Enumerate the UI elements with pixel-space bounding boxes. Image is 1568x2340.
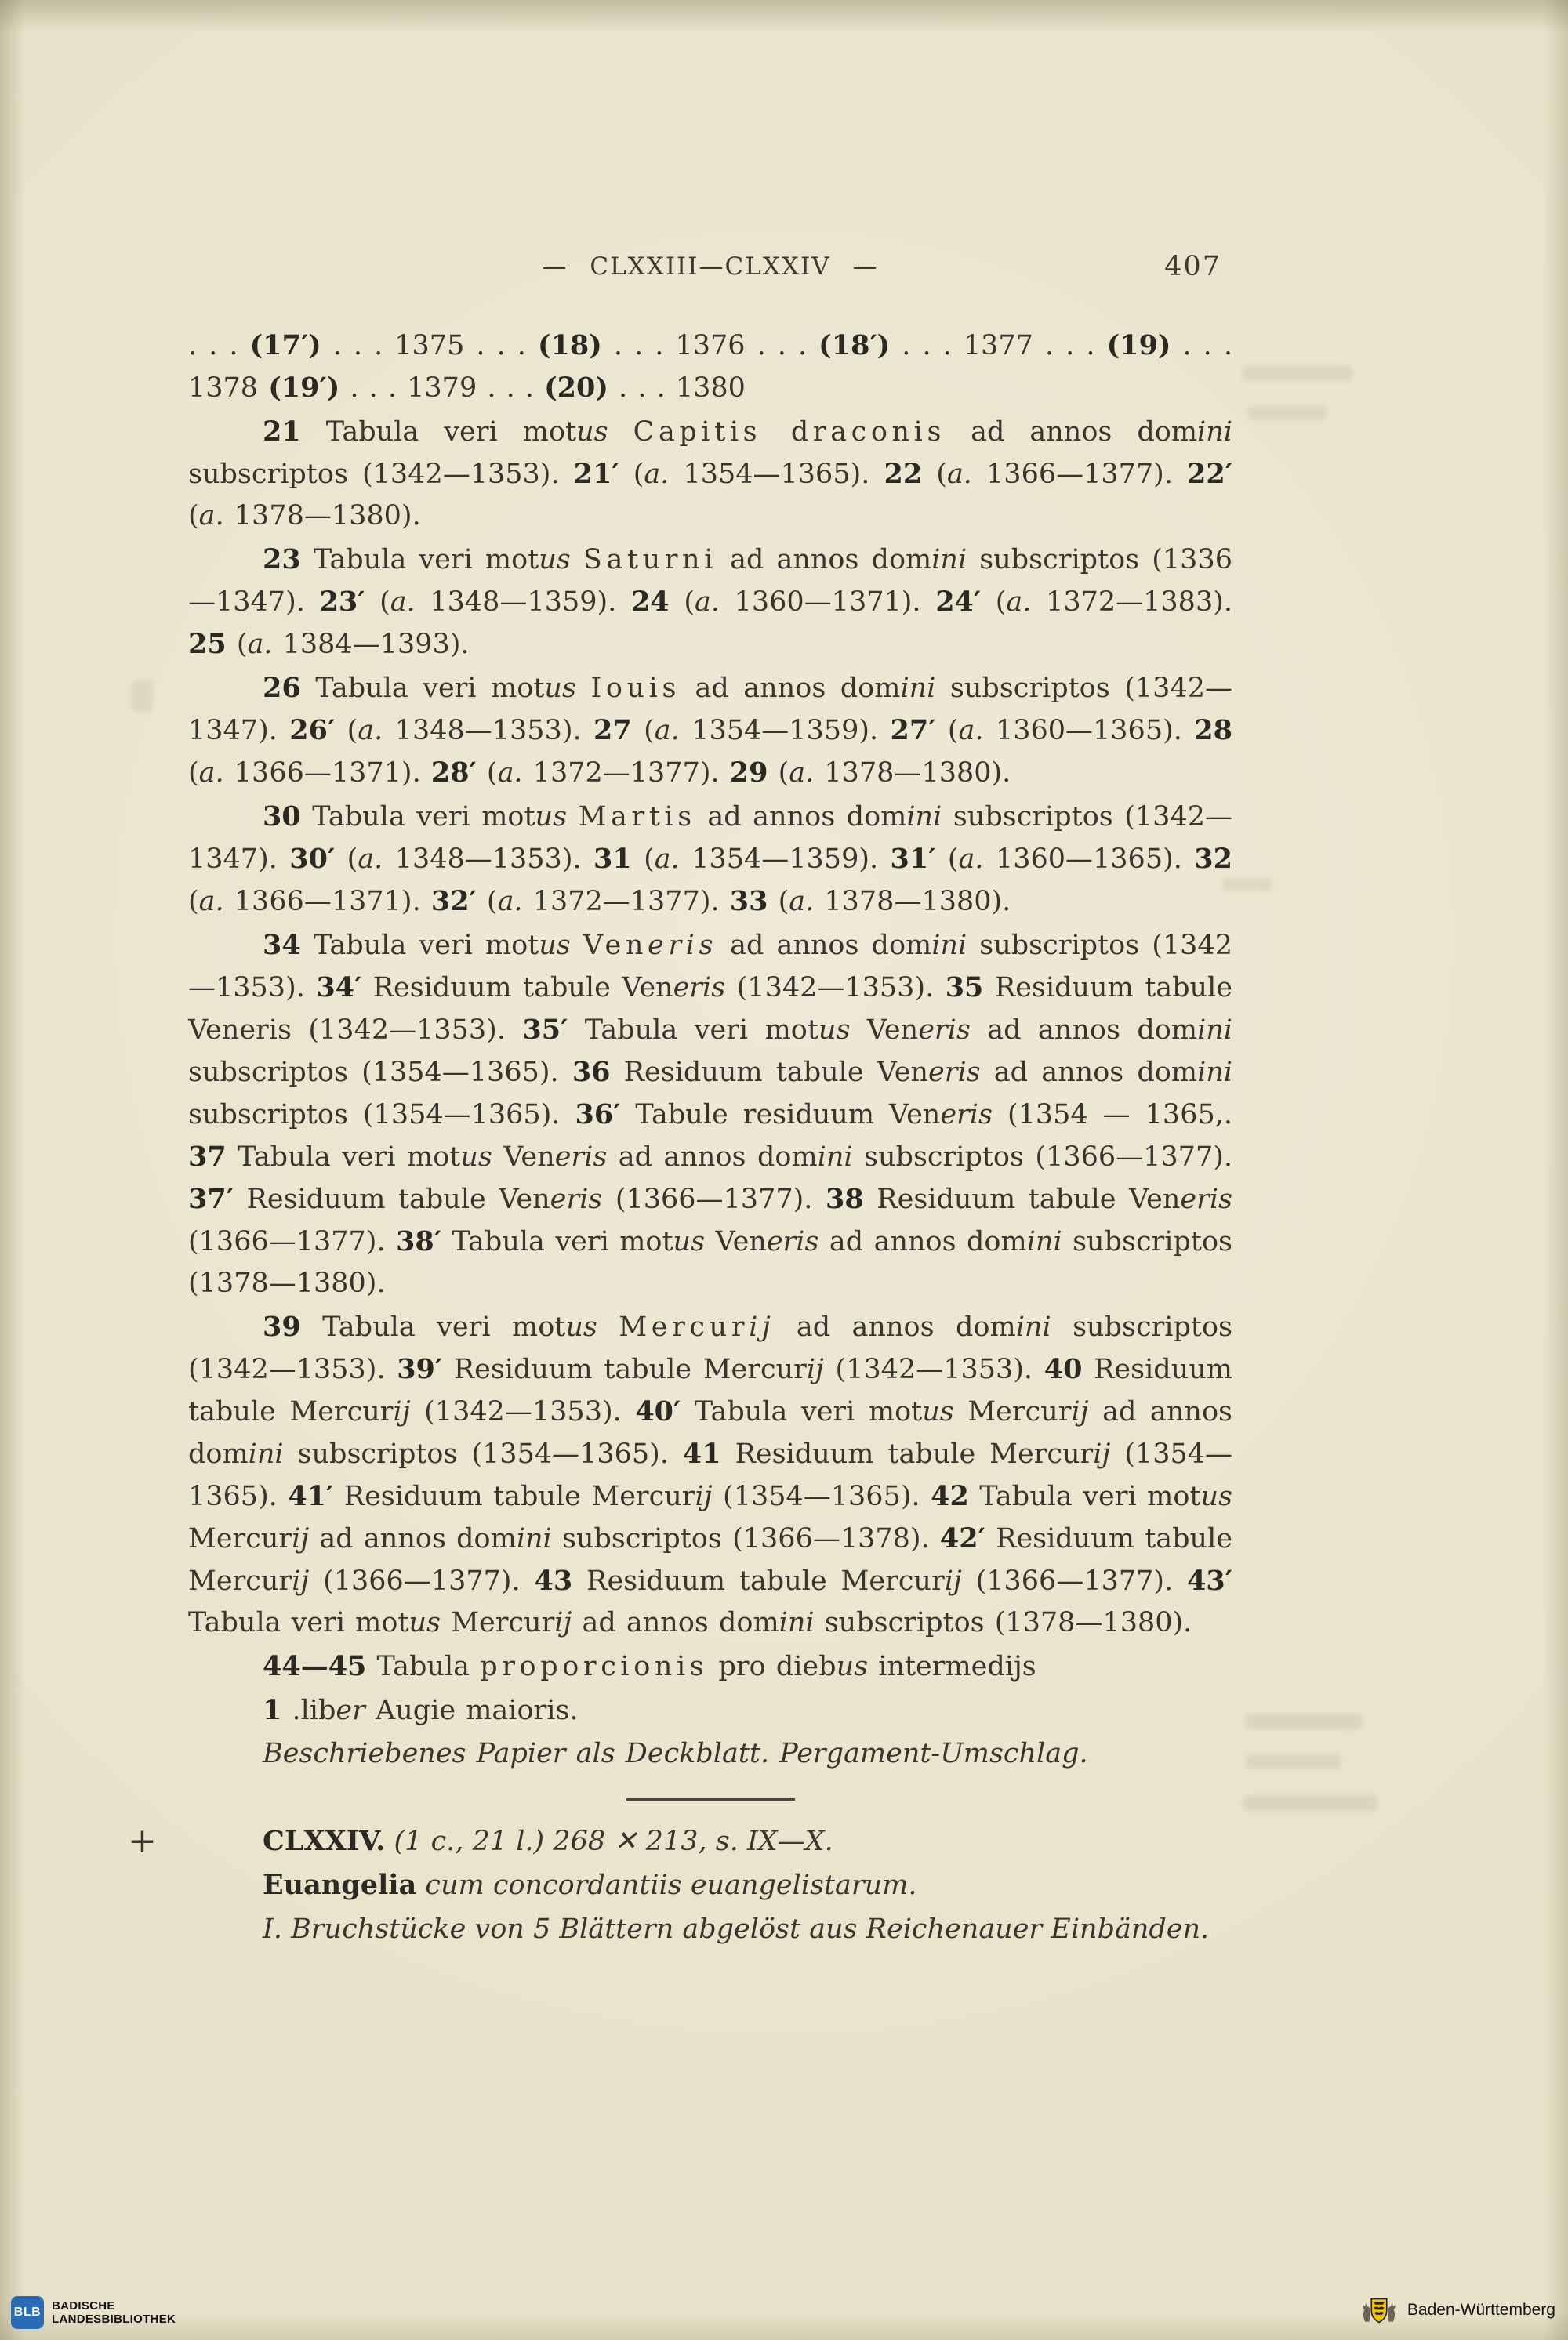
entry-23-tabula-saturni: 23 Tabula veri motus Saturni ad annos domini subscriptos (1336—1347). 23′ (a. 1348—1359). 24 (a. 1360—1371). 24′ (a. 1372—1383). 25 (a. 1384—1393). bbox=[188, 543, 1232, 660]
index-continuation-lines: . . . (17′) . . . 1375 . . . (18) . . . 1376 . . . (18′) . . . 1377 . . . (19) . . . 1378 (19′) . . . 1379 . . . (20) . . . 1380 bbox=[188, 329, 1232, 404]
library-name bbox=[52, 2299, 176, 2326]
library-branding bbox=[11, 2296, 176, 2329]
library-name-line1: BADISCHE bbox=[52, 2299, 115, 2313]
baden-wuerttemberg-coat-of-arms-icon bbox=[1359, 2295, 1399, 2326]
bleed-through-mark bbox=[1243, 1795, 1377, 1811]
entry-clxxiv bbox=[128, 1819, 1232, 1951]
section-divider bbox=[626, 1798, 795, 1801]
bleed-through-mark bbox=[1247, 1754, 1341, 1769]
state-label: Baden-Württemberg bbox=[1406, 2301, 1555, 2319]
entry-21-tabula-capitis-draconis: 21 Tabula veri motus Capitis draconis ad annos domini subscriptos (1342—1353). 21′ (a. 1354—1365). 22 (a. 1366—1377). 22′ (a. 1378—1380). bbox=[188, 415, 1232, 531]
entry-clxxiv-description: I. Bruchstücke von 5 Blättern abgelöst aus Reichenauer Einbänden. bbox=[263, 1914, 1210, 1945]
margin-plus-mark: + bbox=[128, 1821, 157, 1861]
library-name-line2: LANDESBIBLIOTHEK bbox=[52, 2313, 176, 2326]
bleed-through-mark bbox=[1245, 1714, 1363, 1729]
entry-26-tabula-iouis: 26 Tabula veri motus Iouis ad annos domini subscriptos (1342—1347). 26′ (a. 1348—1353). 27 (a. 1354—1359). 27′ (a. 1360—1365). 28 (a. 1366—1371). 28′ (a. 1372—1377). 29 (a. 1378—1380). bbox=[188, 672, 1233, 789]
bleed-through-mark bbox=[1243, 365, 1352, 381]
page-number: 407 bbox=[1164, 251, 1221, 282]
state-branding bbox=[1359, 2295, 1555, 2326]
entry-30-tabula-martis: 30 Tabula veri motus Martis ad annos domini subscriptos (1342—1347). 30′ (a. 1348—1353). 31 (a. 1354—1359). 31′ (a. 1360—1365). 32 (a. 1366—1371). 32′ (a. 1372—1377). 33 (a. 1378—1380). bbox=[188, 800, 1233, 917]
blb-logo: BLB bbox=[11, 2296, 44, 2329]
text-block bbox=[128, 251, 1233, 1951]
entry-44-45-tabula-proporcionis: 44—45 Tabula proporcionis pro diebus intermedijs bbox=[263, 1650, 1036, 1682]
entry-34-38-tabula-veneris: 34 Tabula veri motus Veneris ad annos domini subscriptos (1342—1353). 34′ Residuum tabule Veneris (1342—1353). 35 Residuum tabule Veneris (1342—1353). 35′ Tabula veri motus Veneris ad annos domini subscriptos (1354—1365). 36 Residuum tabule Veneris ad annos domini subscriptos (1354—1365). 36′ Tabule residuum Veneris (1354 — 1365,. 37 Tabula veri motus Veneris ad annos domini subscriptos (1366—1377). 37′ Residuum tabule Veneris (1366—1377). 38 Residuum tabule Veneris (1366—1377). 38′ Tabula veri motus Veneris ad annos domini subscriptos (1378—1380). bbox=[188, 929, 1232, 1299]
entry-1-liber-augie: 1 .liber Augie maioris. bbox=[263, 1694, 579, 1726]
entry-clxxiv-title: Euangelia cum concordantiis euangelistarum. bbox=[263, 1869, 917, 1901]
binding-note: Beschriebenes Papier als Deckblatt. Pergament-Umschlag. bbox=[263, 1738, 1088, 1769]
page-header bbox=[188, 252, 1232, 293]
running-title: — CLXXIII—CLXXIV — bbox=[542, 252, 879, 281]
bleed-through-mark bbox=[1248, 406, 1327, 420]
entry-clxxiv-heading: CLXXIV. (1 c., 21 l.) 268 ✕ 213, s. IX—X. bbox=[263, 1825, 833, 1857]
bleed-through-mark bbox=[132, 680, 152, 712]
entry-39-43-tabula-mercurij: 39 Tabula veri motus Mercurij ad annos domini subscriptos (1342—1353). 39′ Residuum tabule Mercurij (1342—1353). 40 Residuum tabule Mercurij (1342—1353). 40′ Tabula veri motus Mercurij ad annos domini subscriptos (1354—1365). 41 Residuum tabule Mercurij (1354—1365). 41′ Residuum tabule Mercurij (1354—1365). 42 Tabula veri motus Mercurij ad annos domini subscriptos (1366—1378). 42′ Residuum tabule Mercurij (1366—1377). 43 Residuum tabule Mercurij (1366—1377). 43′ Tabula veri motus Mercurij ad annos domini subscriptos (1378—1380). bbox=[188, 1311, 1232, 1638]
